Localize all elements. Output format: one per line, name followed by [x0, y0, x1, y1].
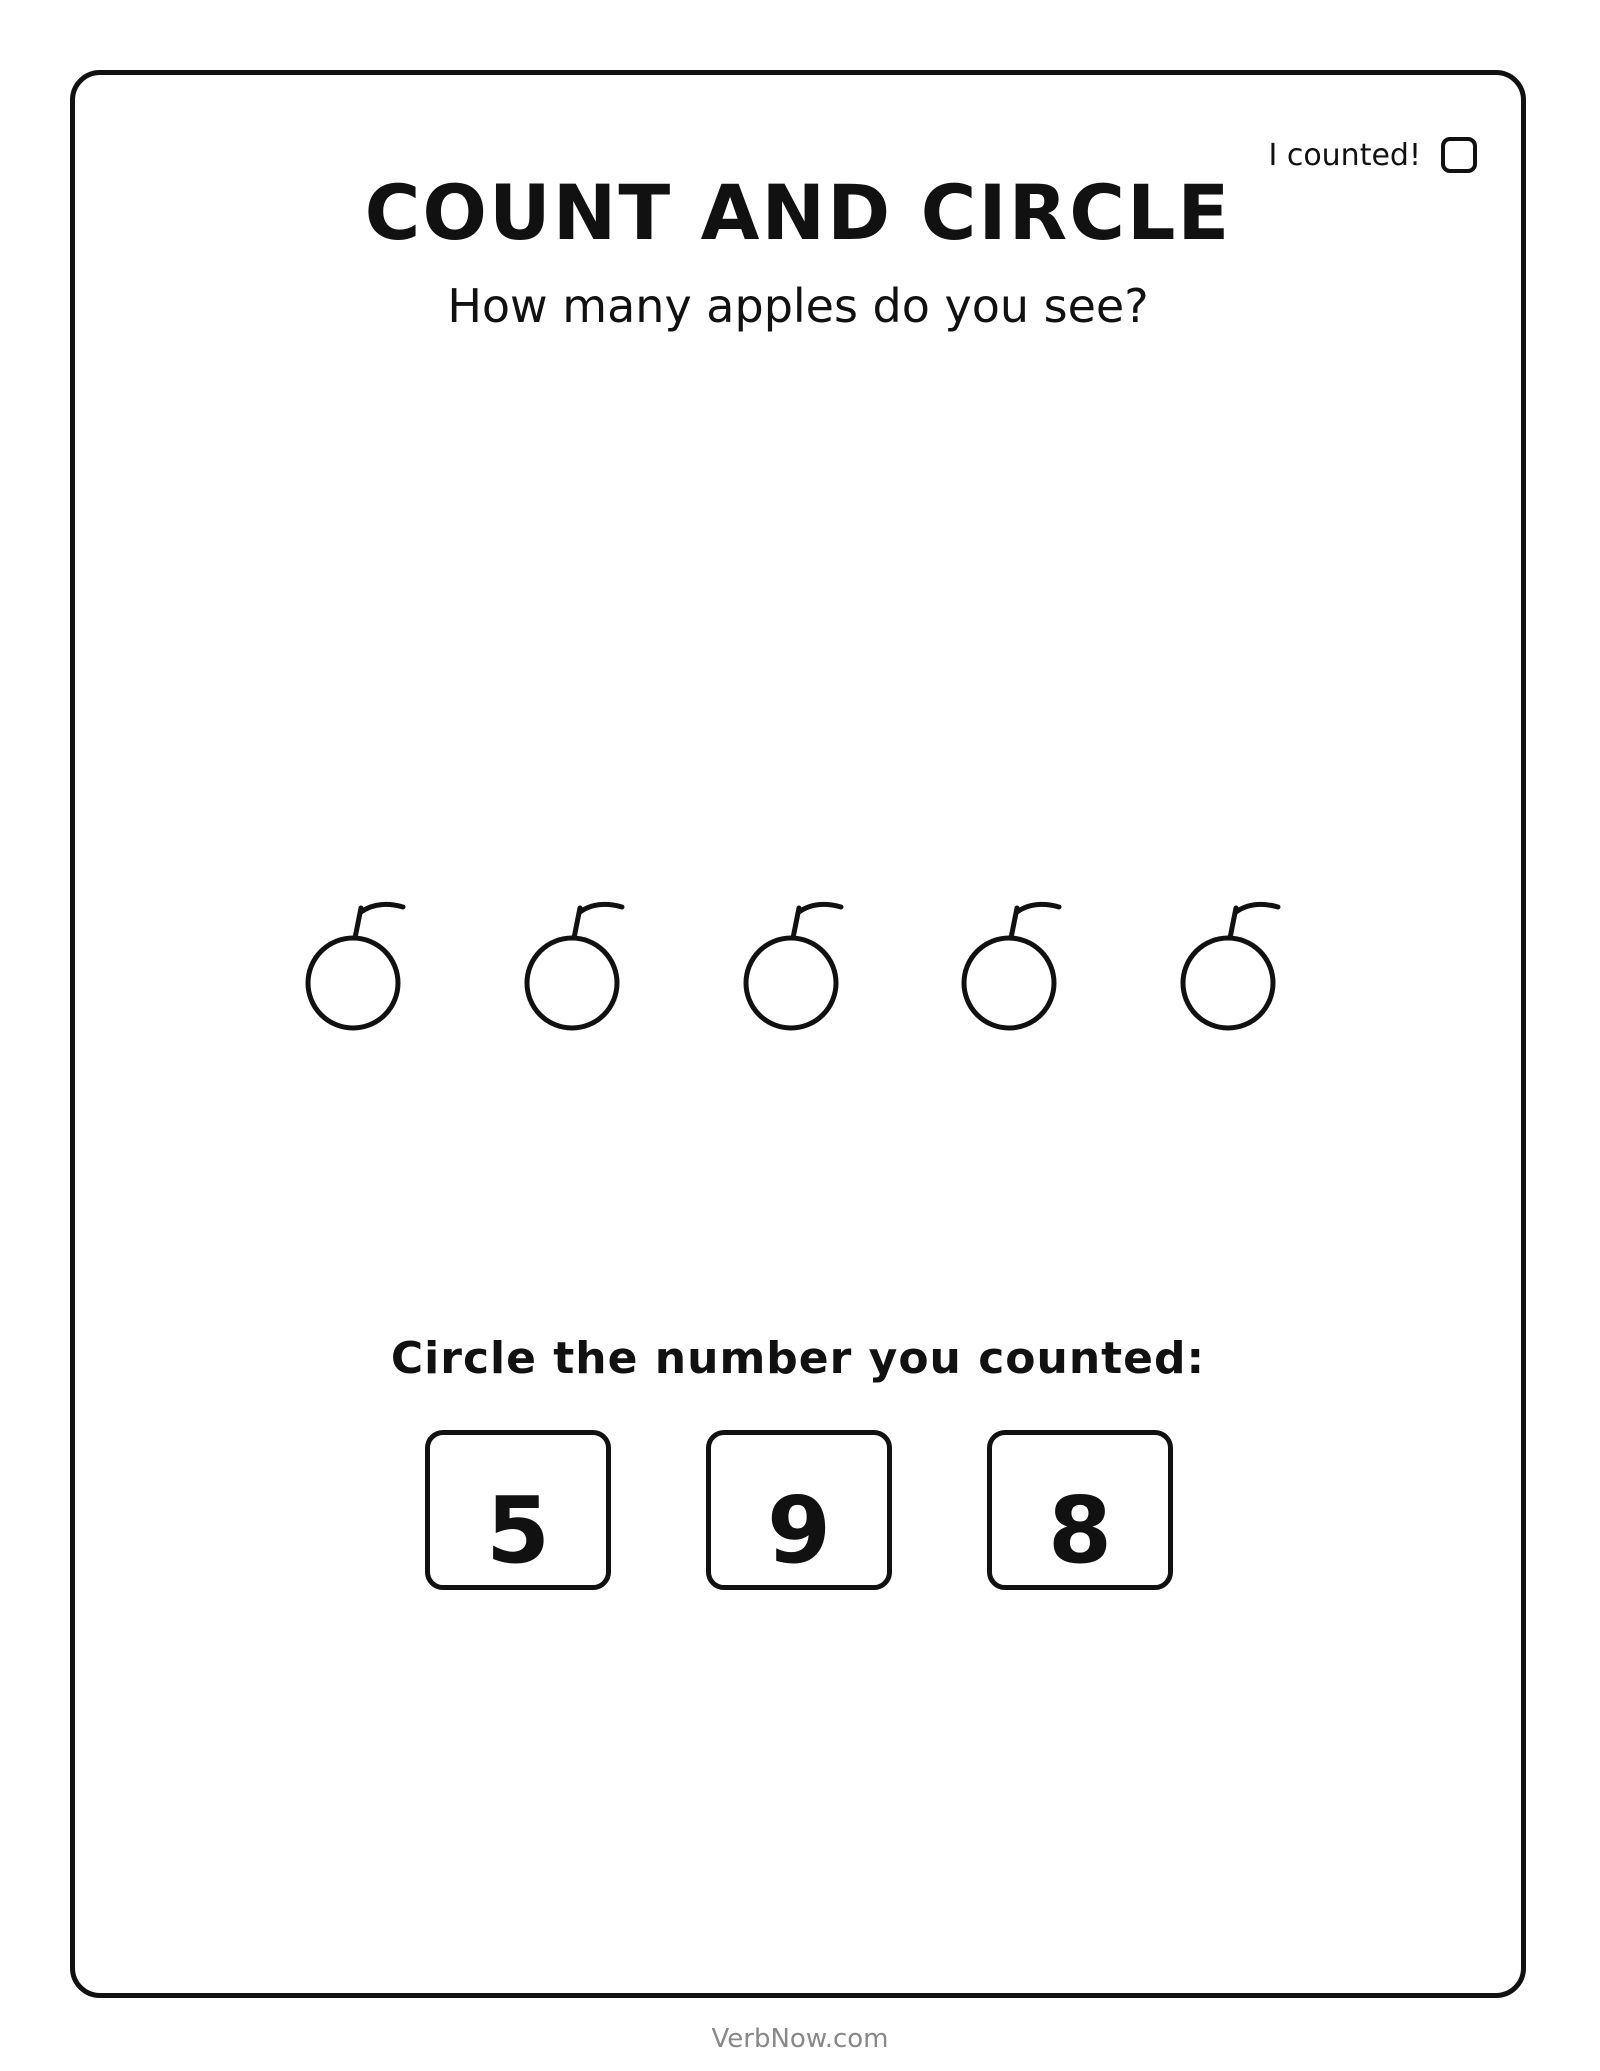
counted-check-row — [1268, 137, 1477, 173]
apple-row — [75, 898, 1531, 1038]
circle-prompt: Circle the number you counted: — [390, 1333, 1206, 1384]
worksheet-subtitle: How many apples do you see? — [447, 279, 1149, 333]
worksheet-title: COUNT AND CIRCLE — [364, 168, 1232, 257]
worksheet-frame — [70, 70, 1526, 1998]
apple-icon — [741, 898, 851, 1038]
answer-choices — [75, 1430, 1521, 1590]
counted-label: I counted! — [1268, 137, 1421, 173]
counted-checkbox[interactable] — [1441, 137, 1477, 173]
choice-box[interactable] — [706, 1430, 892, 1590]
footer-watermark: VerbNow.com — [711, 2024, 889, 2054]
choice-number: 9 — [766, 1477, 831, 1584]
apple-icon — [959, 898, 1069, 1038]
apple-icon — [1178, 898, 1288, 1038]
apple-icon — [303, 898, 413, 1038]
choice-box[interactable] — [987, 1430, 1173, 1590]
apple-icon — [522, 898, 632, 1038]
choice-box[interactable] — [425, 1430, 611, 1590]
choice-number: 5 — [485, 1477, 550, 1584]
choice-number: 8 — [1047, 1477, 1112, 1584]
